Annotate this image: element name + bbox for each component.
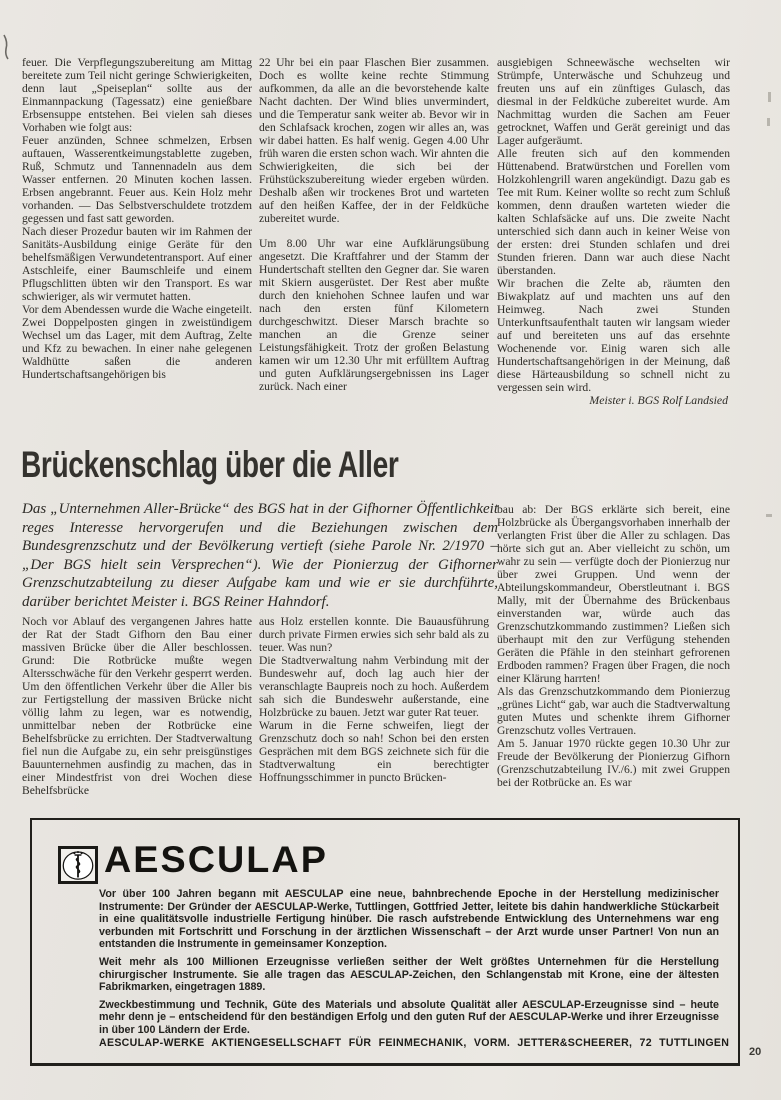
lead-paragraph: Das „Unternehmen Aller-Brücke“ des BGS hat in der Gifhorner Öffentlichkeit reges Interesse hervorgerufen und die Beziehungen zwischen dem Bundesgrenzschutz und der Bevölkerung vertieft (siehe Parole Nr. 2/1970 – „Der BGS hielt sein Versprechen“). Wie der Pionierzug der Gifhorner Grenzschutzabteilung zu dieser Aufgabe kam und wie er sie durchführte, darüber berichtet Meister i. BGS Reiner Hahndorf.: [22, 501, 498, 610]
scan-artifact: [766, 514, 772, 517]
text-column-3: [497, 503, 730, 789]
paragraph: feuer. Die Verpflegungszubereitung am Mittag bereitete zum Teil nicht geringe Schwierigkeiten, denn laut „Speiseplan“ sollte aus der Einmannpackung (Tagessatz) eine genießbare Erbsensuppe entstehen. Bei vielen sah dieses Vorhaben wie folgt aus:: [22, 56, 252, 134]
author-signature: Meister i. BGS Rolf Landsied: [589, 393, 728, 407]
pen-mark: [1, 34, 13, 60]
ad-company-line: AESCULAP-WERKE AKTIENGESELLSCHAFT FÜR FEINMECHANIK, VORM. JETTER&SCHEERER, 72 TUTTLINGEN: [99, 1037, 730, 1049]
paragraph: Noch vor Ablauf des vergangenen Jahres hatte der Rat der Stadt Gifhorn den Bau einer massiven Brücke über die Aller beschlossen. Grund: Die Rotbrücke mußte wegen Altersschwäche für den Verkehr gesperrt werden. Um den öffentlichen Verkehr über die Aller bis zur Fertigstellung der massiven Brücke nicht völlig lahm zu legen, war es notwendig, unmittelbar neben der Rotbrücke eine Behelfsbrücke zu errichten. Der Stadtverwaltung fiel nun die Aufgabe zu, ein sehr preisgünstiges Bauunternehmen ausfindig zu machen, das in einer Mindestfrist von drei Wochen diese Behelfsbrücke: [22, 615, 252, 797]
paragraph: 22 Uhr bei ein paar Flaschen Bier zusammen. Doch es wollte keine rechte Stimmung aufkommen, da alle an die bevorstehende kalte Nacht dachten. Der Wind blies unvermindert, und die Temperatur sank weiter ab. Bevor wir in den Schlafsack krochen, zogen wir alles an, was wir dabei hatten. Es half wenig. Gegen 4.00 Uhr früh waren die ersten schon wach. Wir ahnten die Schwierigkeiten, die sich bei der Frühstückszubereitung wieder ergeben würden. Deshalb aßen wir trockenes Brot und warteten auf den heißen Kaffee, der in der Feldküche zubereitet wurde.: [259, 56, 489, 225]
text-column-2: [259, 615, 489, 784]
paragraph: Feuer anzünden, Schnee schmelzen, Erbsen auftauen, Wasserentkeimungstablette zugeben, Ruß, Schmutz und Tannennadeln aus dem Wasser entfernen. 20 Minuten kochen lassen. Erbsen angebrannt. Feuer aus. Kein Holz mehr vorhanden. — Das Selbstverschuldete trotzdem gegessen und fast satt geworden.: [22, 134, 252, 225]
paragraph: Weit mehr als 100 Millionen Erzeugnisse verließen seither der Welt größtes Unternehmen für die Herstellung chirurgischer Instrumente. Sie alle tragen das AESCULAP-Zeichen, den Schlangenstab mit Krone, eine der ältesten Fabrikmarken, eingetragen 1889.: [99, 955, 719, 994]
scan-artifact: [767, 118, 770, 126]
paragraph: Nach dieser Prozedur bauten wir im Rahmen der Sanitäts-Ausbildung einige Geräte für den behelfsmäßigen Verwundetentransport. Auf einer Astschleife, einer Baumschleife und einem Pflugschlitten übten wir den Transport. Es war schwieriger, als wir vermutet hatten.: [22, 225, 252, 303]
paragraph: Zweckbestimmung und Technik, Güte des Materials und absolute Qualität aller AESCULAP-Erzeugnisse sind – heute mehr denn je – entscheidend für den beständigen Erfolg und den guten Ruf der AESCULAP-Werke und ihrer Erzeugnisse in über 100 Ländern der Erde.: [99, 998, 719, 1036]
paragraph: Vor dem Abendessen wurde die Wache eingeteilt. Zwei Doppelposten gingen in zweistündigem Wechsel um das Lager, mit dem Auftrag, Zelte und Kfz zu bewachen. In einer nahe gelegenen Waldhütte saßen die anderen Hundertschaftsangehörigen bis: [22, 303, 252, 381]
paragraph: ausgiebigen Schneewäsche wechselten wir Strümpfe, Unterwäsche und Schuhzeug und freuten uns auf ein zünftiges Gulasch, das diesmal in der Feldküche zubereitet wurde. Am Nachmittag wurden die Sachen am Feuer getrocknet, Waffen und Gerät gereinigt und das Lager aufgeräumt.: [497, 56, 730, 147]
paragraph: Wir brachen die Zelte ab, räumten den Biwakplatz auf und machten uns auf den Heimweg. Nach zwei Stunden Unterkunftsaufenthalt tauten wir langsam wieder auf und bereiteten uns auf das ersehnte Wochenende vor. Einig waren sich alle Hundertschaftsangehörigen in der Meinung, daß diese Härteausbildung so schnell nicht zu vergessen sein wird.: [497, 277, 730, 394]
paragraph: Die Stadtverwaltung nahm Verbindung mit der Bundeswehr auf, doch lag auch hier der veranschlagte Baupreis noch zu hoch. Außerdem sah sich die Bundeswehr außerstande, eine Holzbrücke zu bauen. Jetzt war guter Rat teuer.: [259, 654, 489, 719]
text-column-3: [497, 56, 730, 407]
paragraph: aus Holz erstellen konnte. Die Bauausführung durch private Firmen erwies sich sehr bald als zu teuer. Was nun?: [259, 615, 489, 654]
aesculap-wordmark: AESCULAP: [104, 839, 328, 880]
paragraph: Um 8.00 Uhr war eine Aufklärungsübung angesetzt. Die Kraftfahrer und der Stamm der Hundertschaft stellten den Gegner dar. Sie waren mit Skiern ausgerüstet. Der Rest aber mußte durch den kniehohen Schnee laufen und war nach den ersten fünf Kilometern durchgeschwitzt. Dieser Marsch brachte so manchen an die Grenze seiner Leistungsfähigkeit. Trotz der großen Belastung kamen wir um 12.30 Uhr mit erfülltem Auftrag und guten Aufklärungsergebnissen ins Lager zurück. Nach einer: [259, 237, 489, 393]
paragraph: Warum in die Ferne schweifen, liegt der Grenzschutz doch so nah! Schon bei den ersten Gesprächen mit dem BGS zeichnete sich für die Stadtverwaltung ein berechtigter Hoffnungsschimmer in puncto Brücken-: [259, 719, 489, 784]
aesculap-logo-icon: [58, 846, 98, 884]
ad-copy: [99, 888, 719, 1036]
text-column-2: [259, 56, 489, 393]
text-column-1: [22, 615, 252, 797]
paragraph: bau ab: Der BGS erklärte sich bereit, eine Holzbrücke als Übergangsvorhaben innerhalb der verlangten Frist über die Aller zu schlagen. Das hörte sich gut an. Aber vielleicht zu schön, um wahr zu sein — verfügte doch der Pionierzug nur über zwei Gruppen. Und wenn der Abteilungskommandeur, Oberstleutnant i. BGS Mally, mit der Übernahme des Brückenbaus einverstanden war, würde auch das Grenzschutzkommando zustimmen? Ließen sich überhaupt mit den zur Verfügung stehenden Geräten die Pfähle in den steinhart gefrorenen Erdboden rammen? Fragen über Fragen, die noch einer Klärung harrten!: [497, 503, 730, 685]
paragraph: Alle freuten sich auf den kommenden Hüttenabend. Bratwürstchen und Forellen vom Holzkohlengrill waren angekündigt. Dazu gab es Tee mit Rum. Keiner wollte so recht zum Schluß kommen, denn draußen warteten wieder die kalten Schlafsäcke auf uns. Die zweite Nacht unterschied sich dann auch in keiner Weise von der ersten: drei Stunden schlafen und drei Stunden frieren. Dann war auch diese Nacht überstanden.: [497, 147, 730, 277]
aesculap-advertisement: [30, 818, 740, 1066]
paragraph: Als das Grenzschutzkommando dem Pionierzug „grünes Licht“ gab, war auch die Stadtverwaltung guten Mutes und schenkte ihrem Gifhorner Grenzschutz volles Vertrauen.: [497, 685, 730, 737]
text-column-1: [22, 56, 252, 381]
paragraph: Am 5. Januar 1970 rückte gegen 10.30 Uhr zur Freude der Bevölkerung der Pionierzug Gifhorn (Grenzschutzabteilung IV./6.) mit zwei Gruppen bei der Rotbrücke an. Es war: [497, 737, 730, 789]
paragraph: Vor über 100 Jahren begann mit AESCULAP eine neue, bahnbrechende Epoche in der Herstellung medizinischer Instrumente: Der Gründer der AESCULAP-Werke, Tuttlingen, Gottfried Jetter, leitete bis dahin handwerkliche Stückarbeit in eine qualitätsvolle industrielle Fertigung hinüber. Die rasch aufstrebende Entwicklung des Unternehmens war eng verbunden mit Fortschritt und Forschung in der ärztlichen Wissenschaft – der Arzt wurde unser Partner! Von nun an entstanden die Instrumente in gemeinsamer Konzeption.: [99, 888, 719, 951]
page-number: 20: [749, 1046, 762, 1058]
headline: Brückenschlag über die Aller: [21, 444, 399, 485]
scan-artifact: [768, 92, 771, 102]
